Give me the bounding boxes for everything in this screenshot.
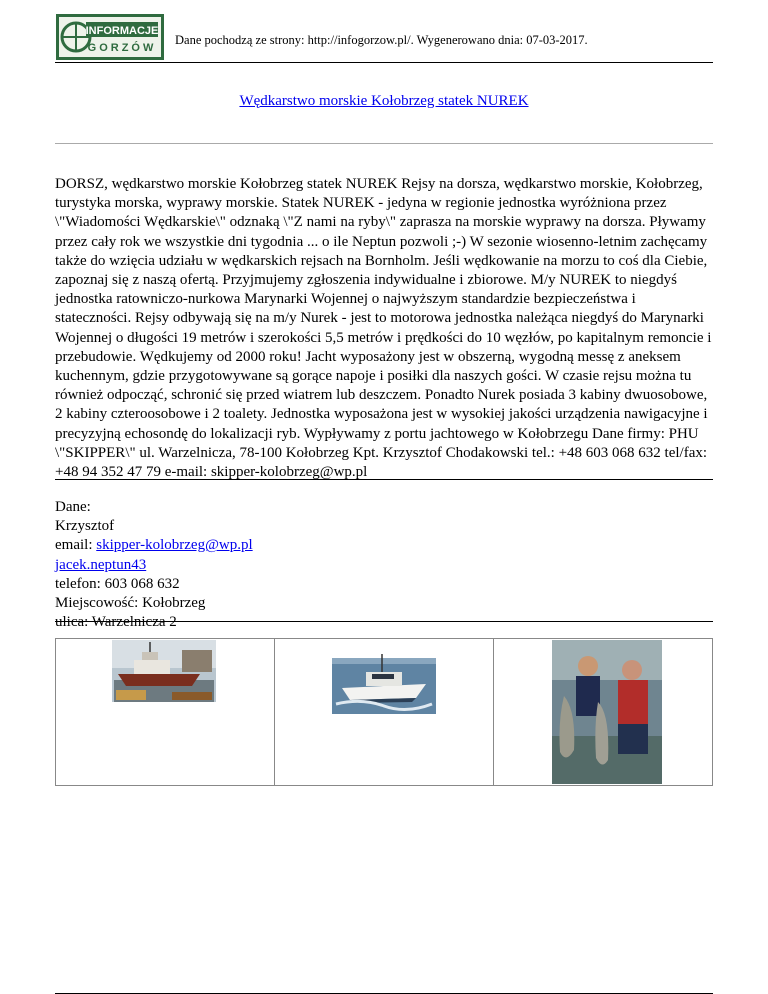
email-label: email: xyxy=(55,537,97,554)
gallery-cell xyxy=(56,639,275,785)
fishermen-photo[interactable] xyxy=(552,640,662,784)
street: ulica: Warzelnicza 2 xyxy=(55,614,177,631)
boat-at-sea-photo[interactable] xyxy=(332,640,436,714)
divider xyxy=(55,62,713,63)
contact-info xyxy=(55,498,253,632)
gallery-cell xyxy=(275,639,494,785)
description: DORSZ, wędkarstwo morskie Kołobrzeg statek NUREK Rejsy na dorsza, wędkarstwo morskie, Kołobrzeg, turystyka morska, wyprawy morskie. Statek NUREK - jedyna w regionie jednostka wyróżniona przez \"Wiadomości Wędkarskie\" odznaką \"Z nami na ryby\" zaprasza na morskie wyprawy na dorsza. Pływamy przez cały rok we wszystkie dni tygodnia ... o ile Neptun pozwoli ;-) W sezonie wiosenno-letnim zachęcamy także do wzięcia udziału w wędkarskich rejsach na Bornholm. Jeśli wędkowanie na morzu to coś dla Ciebie, zapoznaj się z naszą ofertą. Przyjmujemy zgłoszenia indywidualne i zbiorowe. M/y NUREK to niegdyś jednostka ratowniczo-nurkowa Marynarki Wojennej o najwyższym standardzie bezpieczeństwa i stateczności. Rejsy odbywają się na m/y Nurek - jest to motorowa jednostka należąca niegdyś do Marynarki Wojennej o długości 19 metrów i szerokości 5,5 metrów i prędkości do 10 węzłów, po kapitalnym remoncie i przebudowie. Wędkujemy od 2000 roku! Jacht wyposażony jest w obszerną, wygodną messę z aneksem kuchennym, gdzie przygotowywane są gorące napoje i posiłki dla naszych gości. W czasie rejsu można tu również odpocząć, schronić się przed wiatrem lub deszczem. Ponadto Nurek posiada 3 kabiny dwuosobowe, 2 kabiny czteroosobowe i 2 toalety. Jednostka wyposażona jest w wysokiej jakości urządzenia nawigacyjne i precyzyjną echosondę do lokalizacji ryb. Wypływamy z portu jachtowego w Kołobrzegu Dane firmy: PHU \"SKIPPER\" ul. Warzelnicza, 78-100 Kołobrzeg Kpt. Krzysztof Chodakowski tel.: +48 603 068 632 tel/fax: +48 94 352 47 79 e-mail: skipper-kolobrzeg@wp.pl xyxy=(55,176,712,481)
infogorzow-logo xyxy=(56,14,164,60)
phone: telefon: 603 068 632 xyxy=(55,575,180,592)
user-link-row xyxy=(55,556,253,575)
email-link[interactable]: skipper-kolobrzeg@wp.pl xyxy=(96,537,253,554)
source-info: Dane pochodzą ze strony: http://infogorzow.pl/. Wygenerowano dnia: 07-03-2017. xyxy=(175,33,588,47)
dane-label: Dane: xyxy=(55,499,91,515)
page-title xyxy=(55,93,713,110)
title-link[interactable]: Wędkarstwo morskie Kołobrzeg statek NUREK xyxy=(239,93,529,109)
city: Miejscowość: Kołobrzeg xyxy=(55,595,206,612)
divider xyxy=(55,143,713,144)
logo-line2: GORZÓW xyxy=(87,42,157,54)
divider xyxy=(55,479,713,480)
photo-gallery xyxy=(55,638,713,786)
email-row xyxy=(55,536,253,555)
page-header xyxy=(55,14,713,62)
gallery-cell xyxy=(494,639,712,785)
divider xyxy=(55,621,713,622)
user-link[interactable]: jacek.neptun43 xyxy=(55,556,147,573)
logo-line1: INFORMACJE xyxy=(85,25,159,37)
boat-harbor-photo[interactable] xyxy=(112,640,216,702)
contact-name: Krzysztof xyxy=(55,518,115,535)
